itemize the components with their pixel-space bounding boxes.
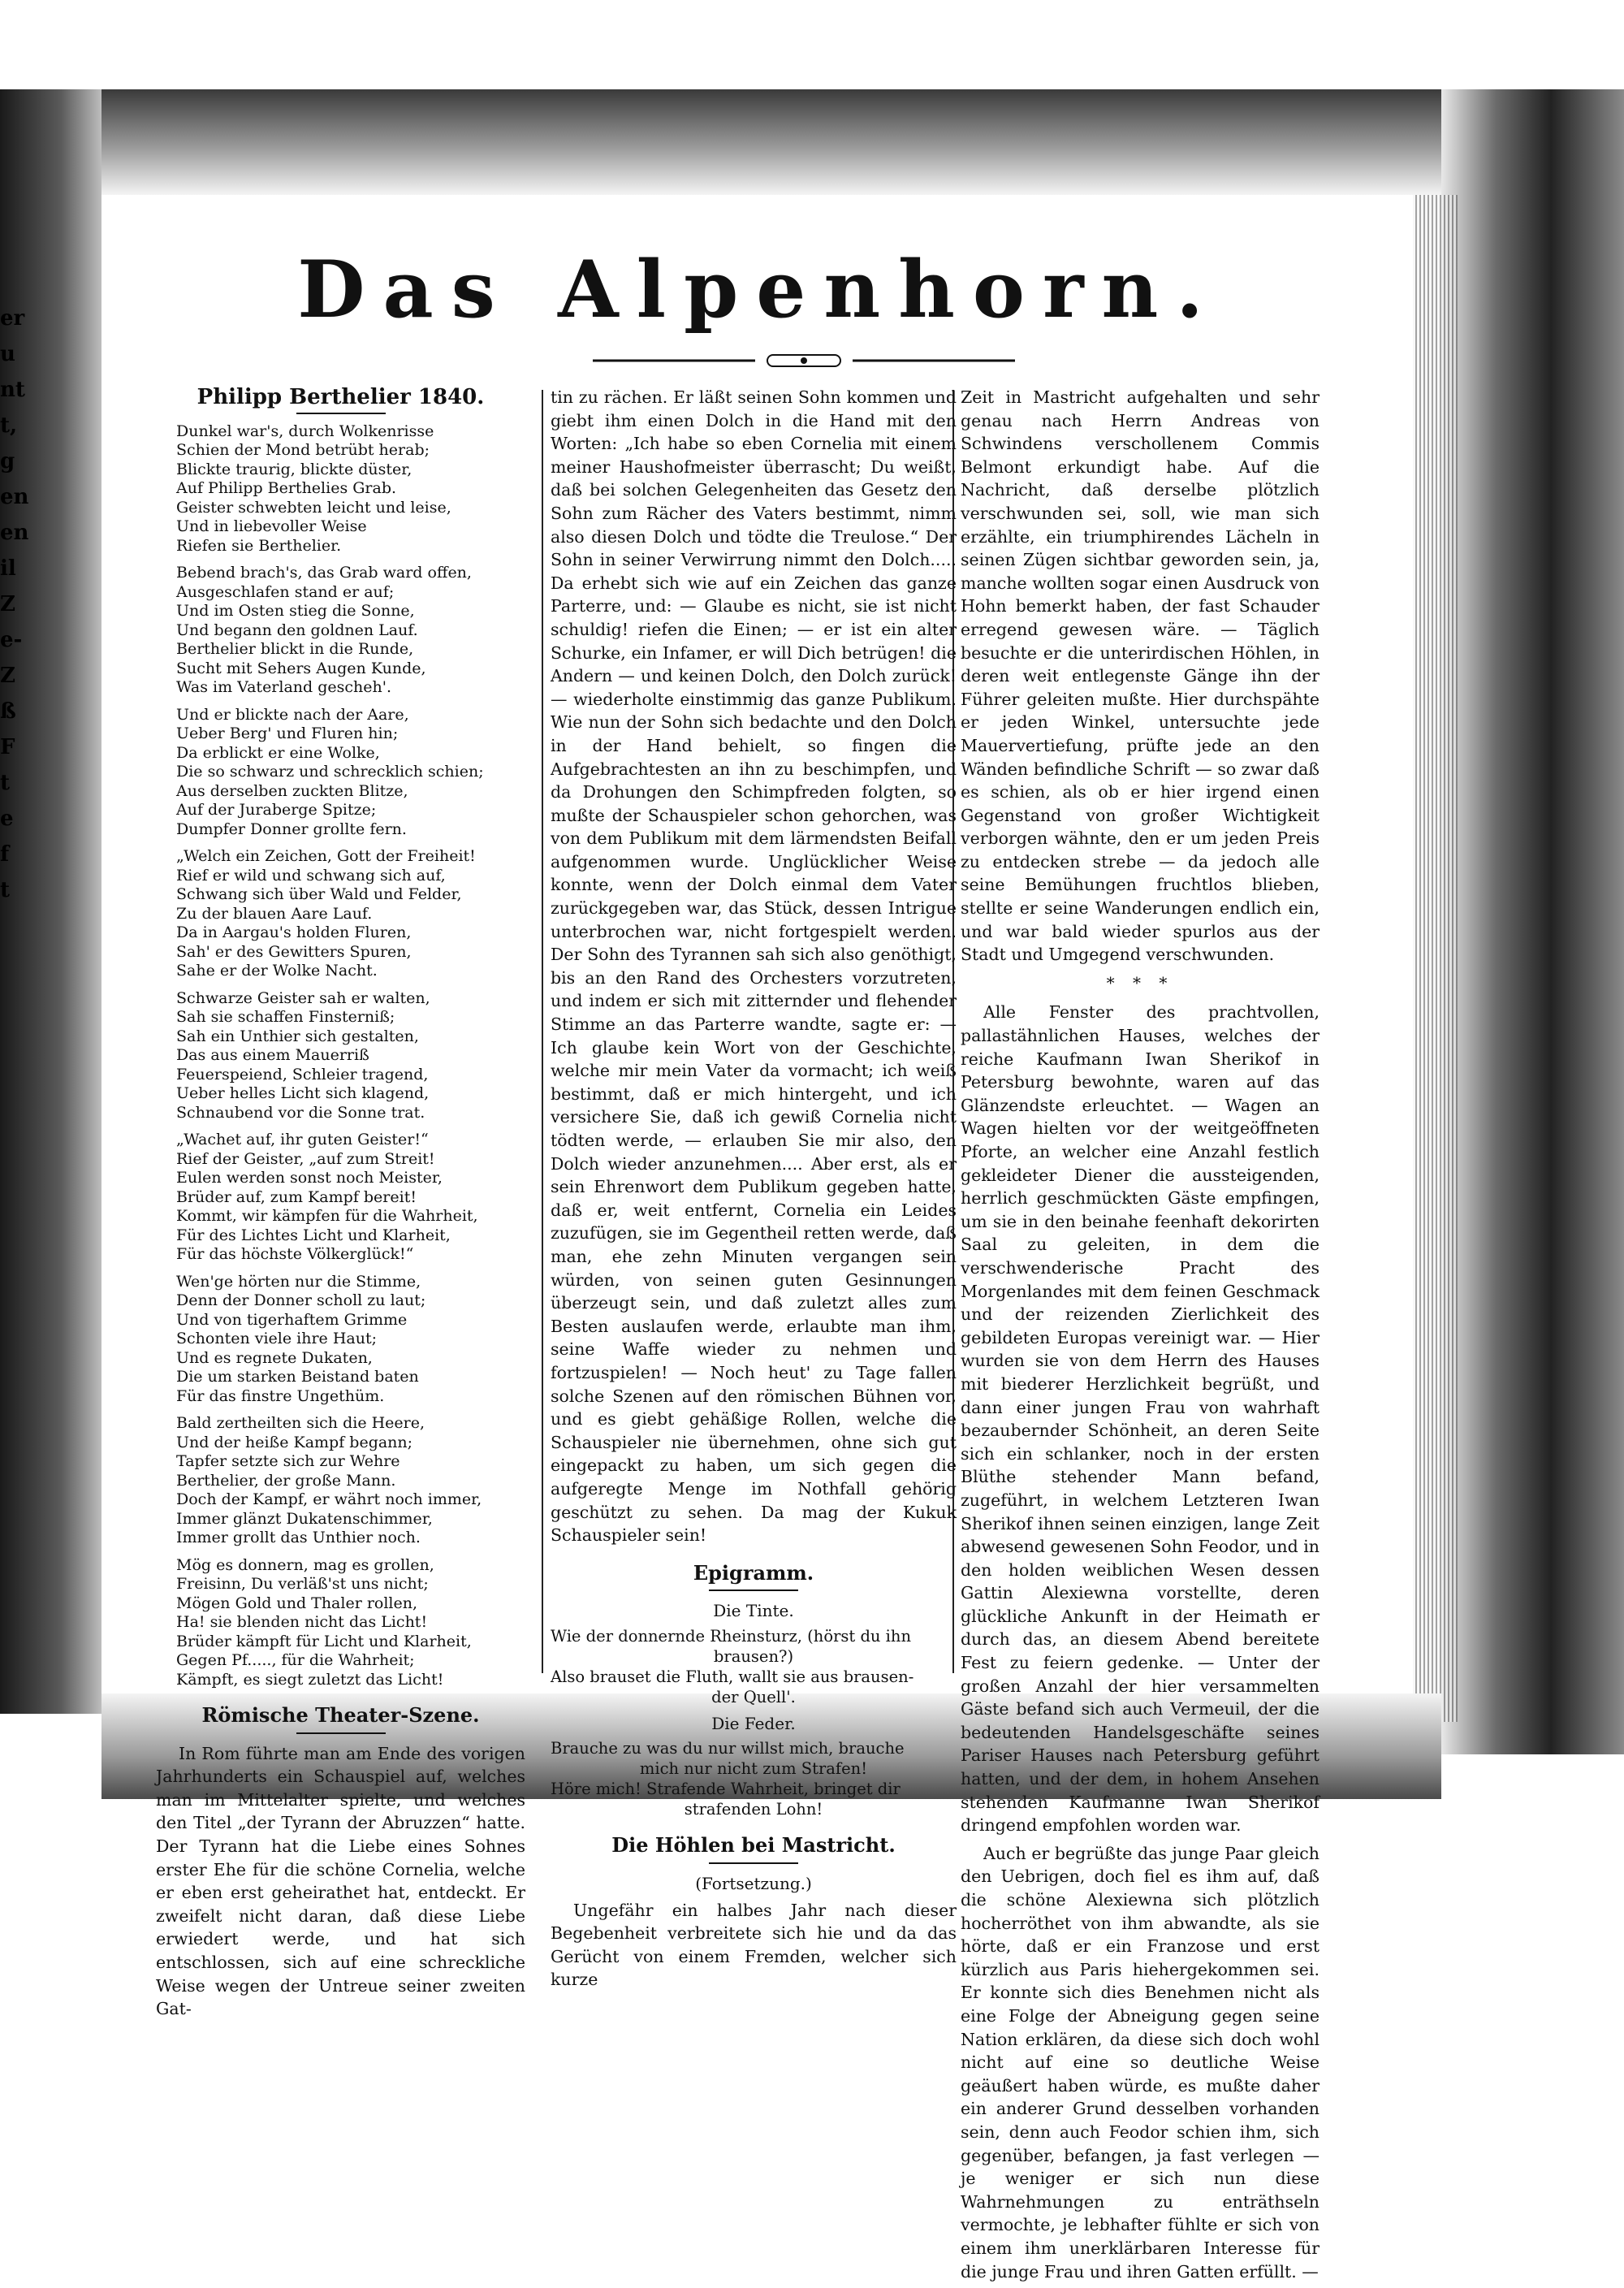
poem-line: Eulen werden sonst noch Meister, (176, 1169, 443, 1187)
newspaper-title: Das Alpenhorn. (297, 244, 1221, 335)
poem-stanza (156, 1131, 525, 1265)
poem-line: Freisinn, Du verläß'st uns nicht; (176, 1575, 429, 1594)
heading-rule (296, 413, 386, 414)
poem-line: Bald zertheilten sich die Heere, (176, 1414, 425, 1433)
fragment: en (0, 485, 29, 509)
poem-line: Und er blickte nach der Aare, (176, 705, 409, 724)
heading-rule (709, 1589, 798, 1591)
title-ornament (593, 353, 1015, 368)
epigram-line: Wie der donnernde Rheinsturz, (hörst du ihn (551, 1626, 912, 1646)
poem-line: Dunkel war's, durch Wolkenrisse (176, 422, 434, 440)
poem-stanza (156, 564, 525, 698)
poem-line: Blickte traurig, blickte düster, (176, 460, 412, 478)
poem-line: Da erblickt er eine Wolke, (176, 743, 380, 762)
poem-line: Und von tigerhaftem Grimme (176, 1310, 408, 1329)
poem-line: Da in Aargau's holden Fluren, (176, 923, 412, 942)
fragment: er (0, 306, 25, 331)
fragment: e (0, 807, 14, 831)
fragment: en (0, 521, 29, 545)
poem-line: Denn der Donner scholl zu laut; (176, 1291, 426, 1310)
poem-stanza (156, 422, 525, 556)
poem-stanza (156, 989, 525, 1123)
article-paragraph: Ungefähr ein halbes Jahr nach dieser Begebenheit verbreitete sich hie und da das Gerücht von einem Fremden, welcher sich kurze (551, 1900, 957, 1990)
poem-line: Auf der Juraberge Spitze; (176, 801, 377, 820)
poem-line: Sucht mit Sehers Augen Kunde, (176, 659, 426, 677)
poem-line: Immer grollt das Unthier noch. (176, 1529, 421, 1547)
epigram-line: brausen?) (713, 1646, 794, 1666)
fragment: nt (0, 378, 25, 402)
fragment: f (0, 842, 10, 867)
poem-line: Dumpfer Donner grollte fern. (176, 820, 407, 838)
article-paragraph: In Rom führte man am Ende des vorigen Jahrhunderts ein Schauspiel auf, welches man im Mittelalter spielte, und welches den Titel „der Tyrann der Abruzzen“ hatte. Der Tyrann hat die Liebe eines Sohnes erster Ehe für die schöne Cornelia, welche er eben erst geheirathet hat, entdeckt. Er zweifelt nicht daran, daß diese Liebe erwiedert werde, und hat sich entschlossen, sich auf eine schreckliche Weise wegen der Untreue seiner zweiten Gat- (156, 1743, 525, 2019)
fragment: t, (0, 413, 18, 438)
scan-shadow-right (1441, 89, 1624, 1754)
poem-line: Schnaubend vor die Sonne trat. (176, 1103, 425, 1122)
epigram-line: der Quell'. (711, 1687, 796, 1706)
poem-line: Kommt, wir kämpfen für die Wahrheit, (176, 1207, 478, 1226)
poem-line: Sah ein Unthier sich gestalten, (176, 1027, 419, 1045)
poem-line: Berthelier blickt in die Runde, (176, 640, 414, 659)
heading-rule (296, 1732, 386, 1734)
poem-line: Wen'ge hörten nur die Stimme, (176, 1272, 421, 1291)
poem-line: Und es regnete Dukaten, (176, 1348, 373, 1367)
poem-line: Schien der Mond betrübt herab; (176, 441, 430, 460)
poem-line: Zu der blauen Aare Lauf. (176, 904, 373, 923)
poem-line: Die so schwarz und schrecklich schien; (176, 763, 484, 781)
poem-line: Für das finstre Ungethüm. (176, 1386, 385, 1405)
epigram-line: Höre mich! Strafende Wahrheit, bringet dir (551, 1780, 901, 1799)
poem-line: „Wachet auf, ihr guten Geister!“ (176, 1131, 429, 1149)
poem-line: Immer glänzt Dukatenschimmer, (176, 1509, 433, 1528)
epigram-line: Brauche zu was du nur willst mich, brauche (551, 1739, 905, 1758)
poem-line: Berthelier, der große Mann. (176, 1471, 396, 1490)
poem-line: Ueber Berg' und Fluren hin; (176, 724, 399, 743)
poem-line: Was im Vaterland gescheh'. (176, 678, 392, 697)
fragment: ß (0, 699, 16, 724)
poem-stanza (156, 1414, 525, 1548)
poem-line: Geister schwebten leicht und leise, (176, 498, 451, 517)
poem-line: Ausgeschlafen stand er auf; (176, 582, 395, 601)
poem-line: Die um starken Beistand baten (176, 1368, 419, 1386)
poem-line: Ha! sie blenden nicht das Licht! (176, 1613, 428, 1632)
poem-line: Und im Osten stieg die Sonne, (176, 602, 415, 621)
epigram-line: strafenden Lohn! (684, 1800, 823, 1819)
poem-line: Doch der Kampf, er währt noch immer, (176, 1490, 482, 1509)
fragment: u (0, 342, 15, 366)
epigram-line: mich nur nicht zum Strafen! (639, 1759, 868, 1779)
book-page-edges (1413, 195, 1458, 1722)
column-3 (961, 386, 1320, 2288)
poem-line: Feuerspeiend, Schleier tragend, (176, 1065, 429, 1083)
poem-stanza (156, 1273, 525, 1407)
article-heading: Epigramm. (693, 1560, 814, 1585)
fragment: F (0, 735, 15, 759)
poem-line: Sah' er des Gewitters Spuren, (176, 942, 412, 961)
article-heading: Philipp Berthelier 1840. (197, 385, 485, 409)
article-heading: Römische Theater-Szene. (201, 1703, 480, 1728)
poem-line: Ueber helles Licht sich klagend, (176, 1084, 430, 1103)
poem-line: Sah sie schaffen Finsterniß; (176, 1008, 395, 1027)
poem-line: Schwarze Geister sah er walten, (176, 988, 430, 1007)
poem-line: Und begann den goldnen Lauf. (176, 621, 418, 639)
left-page-fragments (0, 301, 32, 908)
poem-line: Gegen Pf....., für die Wahrheit; (176, 1651, 415, 1670)
column-2 (551, 386, 957, 1996)
poem-line: Und der heiße Kampf begann; (176, 1433, 413, 1451)
scan-shadow-top (102, 89, 1458, 195)
epigram-subheading: Die Feder. (711, 1713, 796, 1733)
column-1 (156, 386, 525, 2026)
article-paragraph: Alle Fenster des prachtvollen, pallastähnlichen Hauses, welches der reiche Kaufmann Iwan Sherikof in Petersburg bewohnte, waren auf das Glänzendste erleuchtet. — Wagen an Wagen hielten vor der weitgeöffneten Pforte, an welcher eine Anzahl festlich gekleideter Diener die aussteigenden, herrlich geschmückten Gäste empfingen, um sie in den beinahe feenhaft dekorirten Saal zu geleiten, in dem die verschwenderische Pracht des Morgenlandes mit dem feinen Geschmack und der reizenden Zierlichkeit des gebildeten Europas vereinigt war. — Hier wurden sie von dem Herrn des Hauses mit biederer Herzlichkeit begrüßt, und dann einer jungen Frau von wahrhaft bezaubernder Schönheit, an deren Seite sich ein schlanker, noch in der ersten Blüthe stehender Mann befand, zugeführt, in welchem Letzteren Iwan Sherikof ihnen seinen einzigen, lange Zeit abwesend gewesenen Sohn Feodor, und in den holden weiblichen Wesen dessen Gattin Alexiewna vorstellte, deren glückliche Ankunft in der Heimath er durch das, an diesem Abend bereitete Fest zu feiern gedenke. — Unter der großen Anzahl der hier versammelten Gäste befand sich auch Vermeuil, der die bedeutenden Handelsgeschäfte seines Pariser Hauses nach Petersburg geführt hatten, und der dem, in hohem Ansehen stehenden Kaufmanne Iwan Sherikof dringend empfohlen worden war. (961, 1002, 1320, 1836)
poem-line: Mög es donnern, mag es grollen, (176, 1555, 434, 1574)
poem-line: Tapfer setzte sich zur Wehre (176, 1452, 400, 1471)
poem-stanza (156, 1556, 525, 1690)
poem-line: Sahe er der Wolke Nacht. (176, 962, 378, 980)
poem-line: Rief der Geister, „auf zum Streit! (176, 1149, 435, 1168)
poem-stanza (156, 706, 525, 840)
section-separator: * * * (1106, 972, 1174, 993)
poem-line: Riefen sie Berthelier. (176, 536, 342, 555)
poem-line: Brüder kämpft für Licht und Klarheit, (176, 1632, 472, 1650)
fragment: e- (0, 628, 23, 652)
continued-note: (Fortsetzung.) (695, 1874, 812, 1894)
fragment: Z (0, 592, 15, 616)
poem-line: Bebend brach's, das Grab ward offen, (176, 564, 472, 582)
epigram-subheading: Die Tinte. (713, 1601, 794, 1621)
poem-line: Brüder auf, zum Kampf bereit! (176, 1187, 417, 1206)
column-rule (542, 390, 543, 1673)
heading-rule (709, 1862, 798, 1864)
fragment: t (0, 771, 11, 795)
article-paragraph: tin zu rächen. Er läßt seinen Sohn kommen und giebt ihm einen Dolch in die Hand mit den Worten: „Ich habe so eben Cornelia mit einem meiner Haushofmeister überrascht; Du weißt, daß bei solchen Gelegenheiten das Gesetz den Sohn zum Rächer des Vaters bestimmt, nimm also diesen Dolch und tödte die Treulose.“ Der Sohn in seiner Verwirrung nimmt den Dolch..... Da erhebt sich wie auf ein Zeichen das ganze Parterre, und: — Glaube es nicht, sie ist nicht schuldig! riefen die Einen; — er ist ein alter Schurke, ein Infamer, er will Dich betrügen! die Andern — und keinen Dolch, den Dolch zurück! — wiederholte einstimmig das ganze Publikum. Wie nun der Sohn sich bedachte und den Dolch in der Hand behielt, so fingen die Aufgebrachtesten an ihn zu beschimpfen, und da Drohungen den Schimpfreden folgten, so mußte der Schauspieler schon gehorchen, was von dem Publikum mit dem lärmendsten Beifall aufgenommen wurde. Unglücklicher Weise konnte, wenn der Dolch einmal dem Vater zurückgegeben war, das Stück, dessen Intrigue unterbrochen war, nicht fortgespielt werden. Der Sohn des Tyrannen sah sich also genöthigt, bis an den Rand des Orchesters vorzutreten, und indem er sich mit zitternder und flehender Stimme an das Parterre wandte, sagte er: — Ich glaube kein Wort von der Geschichte, welche mir mein Vater da vormacht; ich weiß bestimmt, daß er mich hintergeht, und ich versichere Sie, daß ich gewiß Cornelia nicht tödten werde, — erlauben Sie mir also, den Dolch wieder anzunehmen.... Aber erst, als er sein Ehrenwort dem Publikum gegeben hatte, daß er, weit entfernt, Cornelia ein Leides zuzufügen, sie im Gegentheil retten werde, daß man, ehe zehn Minuten vergangen sein würden, von seinen guten Gesinnungen überzeugt sein, und daß zuletzt alles zum Besten auslaufen werde, erlaubte man ihm, seine Waffe wieder zu nehmen und fortzuspielen! — Noch heut' zu Tage fallen solche Szenen auf den römischen Bühnen vor, und es giebt gehäßige Rollen, welche die Schauspieler nie übernehmen, ohne sich gut eingepackt zu haben, um sich gegen die aufgeregte Menge im Nothfall gehörig geschützt zu sehen. Da mag der Kukuk Schauspieler sein! (551, 387, 957, 1546)
poem-line: Kämpft, es siegt zuletzt das Licht! (176, 1670, 444, 1689)
poem-line: Das aus einem Mauerriß (176, 1046, 369, 1065)
article-paragraph: Zeit in Mastricht aufgehalten und sehr genau nach Herrn Andreas von Schwindens verschollenem Commis Belmont erkundigt habe. Auf die Nachricht, daß derselbe plötzlich verschwunden sei, soll, wie man sich erzählte, ein triumphirendes Lächeln in seinen Zügen sichtbar geworden sein, ja, manche wollten sogar einen Ausdruck von Hohn bemerkt haben, der fast Schauder erregend gewesen wäre. — Täglich besuchte er die unterirdischen Höhlen, in deren weit entlegenste Gänge ihn der Führer geleiten mußte. Hier durchspähte er jeden Winkel, untersuchte jede Mauervertiefung, prüfte jede an den Wänden befindliche Schrift — so zwar daß es schien, als ob er hier irgend einen Gegenstand von großer Wichtigkeit verborgen wähnte, den er um jeden Preis zu entdecken strebe — da jedoch alle seine Bemühungen fruchtlos blieben, stellte er seine Wanderungen endlich ein, und war bald wieder spurlos aus der Stadt und Umgegend verschwunden. (961, 387, 1320, 965)
fragment: il (0, 556, 16, 581)
fragment: t (0, 878, 11, 902)
fragment: g (0, 449, 15, 474)
poem-line: Auf Philipp Berthelies Grab. (176, 479, 397, 498)
poem-line: Für das höchste Völkerglück!“ (176, 1245, 414, 1264)
poem-stanza (156, 847, 525, 981)
epigram-line: Also brauset die Fluth, wallt sie aus brausen- (551, 1667, 914, 1686)
poem-line: Und in liebevoller Weise (176, 517, 367, 536)
poem-line: Aus derselben zuckten Blitze, (176, 781, 408, 800)
poem-line: Schwang sich über Wald und Felder, (176, 885, 462, 904)
article-paragraph: Auch er begrüßte das junge Paar gleich den Uebrigen, doch fiel es ihm auf, daß die schöne Alexiewna sich plötzlich hocherröthet von ihm abwandte, als sie hörte, daß er ein Franzose und erst kürzlich aus Paris hiehergekommen sei. Er konnte sich dies Benehmen nicht als eine Folge der Abneigung gegen seine Nation erklären, da diese sich doch wohl nicht auf eine so deutliche Weise geäußert haben würde, es mußte daher ein anderer Grund desselben vorhanden sein, denn auch Feodor schien ihm, sich gegenüber, befangen, ja fast verlegen — je weniger er sich nun diese Wahrnehmungen zu enträthseln vermochte, je lebhafter fühlte er sich von einem ihm unerklärbaren Interesse für die junge Frau und ihren Gatten erfüllt. — (961, 1843, 1320, 2282)
article-heading: Die Höhlen bei Mastricht. (611, 1833, 896, 1858)
fragment: Z (0, 664, 15, 688)
poem-line: Für des Lichtes Licht und Klarheit, (176, 1226, 451, 1244)
poem-line: „Welch ein Zeichen, Gott der Freiheit! (176, 847, 476, 866)
poem-line: Schonten viele ihre Haut; (176, 1330, 377, 1348)
poem-line: Rief er wild und schwang sich auf, (176, 866, 446, 884)
poem-line: Mögen Gold und Thaler rollen, (176, 1594, 418, 1612)
